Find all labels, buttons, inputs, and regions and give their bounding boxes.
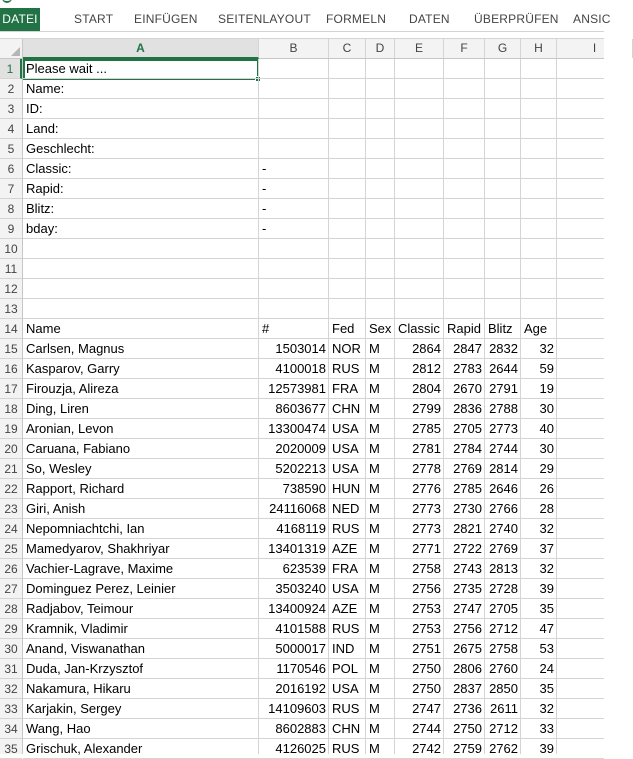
table-data-cell[interactable]: M: [369, 421, 380, 436]
table-data-cell[interactable]: 13300474: [268, 421, 326, 436]
table-data-cell[interactable]: 2750: [453, 721, 482, 736]
row-header[interactable]: 7: [0, 179, 22, 199]
table-data-cell[interactable]: 2016192: [275, 681, 326, 696]
table-data-cell[interactable]: 2804: [412, 381, 441, 396]
tab-einfuegen[interactable]: EINFÜGEN: [134, 12, 198, 26]
row-header[interactable]: 2: [0, 79, 22, 99]
table-data-cell[interactable]: 2769: [453, 461, 482, 476]
table-data-cell[interactable]: M: [369, 521, 380, 536]
table-data-cell[interactable]: 12573981: [268, 381, 326, 396]
table-data-cell[interactable]: M: [369, 561, 380, 576]
row-header[interactable]: 33: [0, 699, 22, 719]
table-data-cell[interactable]: 32: [539, 521, 554, 536]
table-data-cell[interactable]: POL: [332, 661, 359, 676]
table-data-cell[interactable]: 2762: [489, 741, 518, 756]
tab-formeln[interactable]: FORMELN: [326, 12, 387, 26]
table-data-cell[interactable]: M: [369, 361, 380, 376]
table-data-cell[interactable]: 53: [539, 641, 554, 656]
table-data-cell[interactable]: 39: [539, 581, 554, 596]
info-label-cell[interactable]: Name:: [26, 81, 65, 96]
table-data-cell[interactable]: 1503014: [275, 341, 326, 356]
column-header-g[interactable]: G: [485, 39, 521, 58]
table-data-cell[interactable]: 39: [539, 741, 554, 756]
table-data-cell[interactable]: RUS: [332, 741, 360, 756]
table-data-cell[interactable]: 2821: [453, 521, 482, 536]
table-data-cell[interactable]: 2020009: [275, 441, 326, 456]
table-data-cell[interactable]: 2756: [412, 581, 441, 596]
table-data-cell[interactable]: 24: [539, 661, 554, 676]
table-data-cell[interactable]: M: [369, 601, 380, 616]
column-header-d[interactable]: D: [366, 39, 395, 58]
table-data-cell[interactable]: 2813: [489, 561, 518, 576]
table-data-cell[interactable]: Aronian, Levon: [26, 421, 114, 436]
table-data-cell[interactable]: 2744: [489, 441, 518, 456]
row-header[interactable]: 4: [0, 119, 22, 139]
row-header[interactable]: 13: [0, 299, 22, 319]
row-header[interactable]: 27: [0, 579, 22, 599]
table-data-cell[interactable]: 2751: [412, 641, 441, 656]
table-data-cell[interactable]: 623539: [282, 561, 326, 576]
table-data-cell[interactable]: Kramnik, Vladimir: [26, 621, 128, 636]
table-data-cell[interactable]: 2850: [489, 681, 518, 696]
table-data-cell[interactable]: Mamedyarov, Shakhriyar: [26, 541, 170, 556]
table-data-cell[interactable]: 13400924: [268, 601, 326, 616]
table-data-cell[interactable]: 30: [539, 441, 554, 456]
table-data-cell[interactable]: 2646: [489, 481, 518, 496]
table-data-cell[interactable]: 2675: [453, 641, 482, 656]
row-header[interactable]: 14: [0, 319, 22, 339]
table-data-cell[interactable]: CHN: [332, 401, 361, 416]
table-header-cell[interactable]: Classic: [398, 321, 440, 336]
table-header-cell[interactable]: Blitz: [488, 321, 513, 336]
row-header[interactable]: 3: [0, 99, 22, 119]
table-data-cell[interactable]: 2766: [489, 501, 518, 516]
row-header[interactable]: 24: [0, 519, 22, 539]
table-data-cell[interactable]: NED: [332, 501, 360, 516]
table-data-cell[interactable]: 2712: [489, 621, 518, 636]
table-data-cell[interactable]: 33: [539, 721, 554, 736]
table-data-cell[interactable]: 2783: [453, 361, 482, 376]
table-data-cell[interactable]: 40: [539, 421, 554, 436]
row-header[interactable]: 8: [0, 199, 22, 219]
row-header[interactable]: 16: [0, 359, 22, 379]
select-all-corner[interactable]: [0, 39, 23, 58]
column-header-c[interactable]: C: [329, 39, 366, 58]
table-data-cell[interactable]: 2785: [412, 421, 441, 436]
table-data-cell[interactable]: 2753: [412, 601, 441, 616]
table-data-cell[interactable]: 2747: [412, 701, 441, 716]
table-data-cell[interactable]: 2837: [453, 681, 482, 696]
table-data-cell[interactable]: 2730: [453, 501, 482, 516]
table-data-cell[interactable]: Grischuk, Alexander: [26, 741, 143, 756]
table-data-cell[interactable]: 2744: [412, 721, 441, 736]
table-data-cell[interactable]: 738590: [282, 481, 326, 496]
table-data-cell[interactable]: 2799: [412, 401, 441, 416]
table-data-cell[interactable]: Kasparov, Garry: [26, 361, 120, 376]
table-data-cell[interactable]: So, Wesley: [26, 461, 92, 476]
table-header-cell[interactable]: Fed: [332, 321, 355, 336]
info-label-cell[interactable]: Blitz:: [26, 201, 55, 216]
table-data-cell[interactable]: 2740: [489, 521, 518, 536]
table-data-cell[interactable]: 2836: [453, 401, 482, 416]
table-data-cell[interactable]: USA: [332, 441, 359, 456]
table-data-cell[interactable]: 2753: [412, 621, 441, 636]
table-data-cell[interactable]: M: [369, 621, 380, 636]
worksheet-grid[interactable]: [23, 59, 604, 754]
table-data-cell[interactable]: Dominguez Perez, Leinier: [26, 581, 176, 596]
row-header[interactable]: 1: [0, 59, 22, 79]
table-data-cell[interactable]: 59: [539, 361, 554, 376]
table-header-cell[interactable]: #: [262, 321, 270, 336]
table-data-cell[interactable]: 2847: [453, 341, 482, 356]
table-data-cell[interactable]: 2736: [453, 701, 482, 716]
table-data-cell[interactable]: 2728: [489, 581, 518, 596]
row-header[interactable]: 12: [0, 279, 22, 299]
table-data-cell[interactable]: Firouzja, Alireza: [26, 381, 119, 396]
tab-ansicht[interactable]: ANSIC: [573, 12, 611, 26]
table-data-cell[interactable]: USA: [332, 581, 359, 596]
row-header-bar: [0, 59, 23, 754]
row-header[interactable]: 25: [0, 539, 22, 559]
row-header[interactable]: 21: [0, 459, 22, 479]
table-data-cell[interactable]: 2864: [412, 341, 441, 356]
table-data-cell[interactable]: 5000017: [275, 641, 326, 656]
table-data-cell[interactable]: 2773: [489, 421, 518, 436]
info-value-cell[interactable]: -: [262, 181, 267, 196]
table-data-cell[interactable]: 2760: [489, 661, 518, 676]
info-label-cell[interactable]: bday:: [26, 221, 58, 236]
row-header[interactable]: 32: [0, 679, 22, 699]
table-data-cell[interactable]: Giri, Anish: [26, 501, 86, 516]
row-header[interactable]: 10: [0, 239, 22, 259]
table-data-cell[interactable]: 24116068: [269, 501, 326, 516]
row-header[interactable]: 11: [0, 259, 22, 279]
table-data-cell[interactable]: M: [369, 481, 380, 496]
table-data-cell[interactable]: Rapport, Richard: [26, 481, 125, 496]
table-data-cell[interactable]: M: [369, 381, 380, 396]
row-header[interactable]: 5: [0, 139, 22, 159]
row-header[interactable]: 31: [0, 659, 22, 679]
column-header-h[interactable]: H: [521, 39, 557, 58]
table-data-cell[interactable]: CHN: [332, 721, 361, 736]
table-data-cell[interactable]: Radjabov, Teimour: [26, 601, 134, 616]
table-data-cell[interactable]: 2759: [453, 741, 482, 756]
table-data-cell[interactable]: 26: [539, 481, 554, 496]
column-header-b[interactable]: B: [259, 39, 329, 58]
table-data-cell[interactable]: Carlsen, Magnus: [26, 341, 125, 356]
table-data-cell[interactable]: M: [369, 461, 380, 476]
info-value-cell[interactable]: -: [262, 201, 267, 216]
table-data-cell[interactable]: 2750: [412, 661, 441, 676]
table-data-cell[interactable]: 2769: [489, 541, 518, 556]
table-data-cell[interactable]: USA: [332, 461, 359, 476]
table-data-cell[interactable]: 1170546: [276, 661, 326, 676]
table-header-cell[interactable]: Rapid: [447, 321, 481, 336]
table-data-cell[interactable]: Wang, Hao: [26, 721, 91, 736]
row-header[interactable]: 20: [0, 439, 22, 459]
table-data-cell[interactable]: M: [369, 341, 380, 356]
table-data-cell[interactable]: 2773: [412, 521, 441, 536]
formula-bar-edge: [0, 32, 604, 39]
table-data-cell[interactable]: 2758: [489, 641, 518, 656]
table-data-cell[interactable]: AZE: [332, 541, 358, 556]
tab-datei[interactable]: DATEI: [0, 8, 40, 31]
table-data-cell[interactable]: RUS: [332, 701, 360, 716]
table-data-cell[interactable]: 28: [539, 501, 554, 516]
title-strip: [0, 0, 604, 8]
table-data-cell[interactable]: 2742: [412, 741, 441, 756]
table-data-cell[interactable]: Vachier-Lagrave, Maxime: [26, 561, 174, 576]
table-data-cell[interactable]: 19: [539, 381, 554, 396]
table-data-cell[interactable]: 2758: [412, 561, 441, 576]
row-header[interactable]: 30: [0, 639, 22, 659]
table-data-cell[interactable]: 2773: [412, 501, 441, 516]
table-data-cell[interactable]: 2832: [489, 341, 518, 356]
column-header-f[interactable]: F: [444, 39, 485, 58]
column-header-i[interactable]: I: [557, 39, 633, 58]
info-label-cell[interactable]: Geschlecht:: [26, 141, 95, 156]
info-value-cell[interactable]: -: [262, 161, 267, 176]
tab-start[interactable]: START: [74, 12, 114, 26]
table-data-cell[interactable]: Nepomniachtchi, Ian: [26, 521, 145, 536]
table-data-cell[interactable]: 35: [539, 681, 554, 696]
row-header[interactable]: 19: [0, 419, 22, 439]
table-data-cell[interactable]: 2722: [453, 541, 482, 556]
row-header[interactable]: 15: [0, 339, 22, 359]
table-data-cell[interactable]: 2644: [489, 361, 518, 376]
table-data-cell[interactable]: AZE: [332, 601, 358, 616]
column-header-a[interactable]: A: [23, 39, 259, 59]
table-data-cell[interactable]: 14109603: [268, 701, 326, 716]
table-data-cell[interactable]: 2806: [453, 661, 482, 676]
table-data-cell[interactable]: FRA: [332, 561, 358, 576]
table-data-cell[interactable]: 2781: [412, 441, 441, 456]
table-data-cell[interactable]: 2791: [489, 381, 518, 396]
info-label-cell[interactable]: Classic:: [26, 161, 72, 176]
table-data-cell[interactable]: 2750: [412, 681, 441, 696]
tab-daten[interactable]: DATEN: [409, 12, 450, 26]
table-data-cell[interactable]: M: [369, 701, 380, 716]
table-data-cell[interactable]: RUS: [332, 521, 360, 536]
table-data-cell[interactable]: 2788: [489, 401, 518, 416]
table-data-cell[interactable]: 2785: [453, 481, 482, 496]
table-data-cell[interactable]: M: [369, 401, 380, 416]
table-data-cell[interactable]: M: [369, 541, 380, 556]
table-data-cell[interactable]: RUS: [332, 361, 360, 376]
status-cell[interactable]: Please wait ...: [26, 61, 107, 76]
tab-ueberpruefen[interactable]: ÜBERPRÜFEN: [474, 12, 559, 26]
table-data-cell[interactable]: 2812: [412, 361, 441, 376]
table-data-cell[interactable]: 2611: [490, 701, 518, 716]
table-data-cell[interactable]: M: [369, 441, 380, 456]
table-data-cell[interactable]: Anand, Viswanathan: [26, 641, 146, 656]
table-data-cell[interactable]: IND: [332, 641, 355, 656]
table-data-cell[interactable]: HUN: [332, 481, 361, 496]
table-data-cell[interactable]: 3503240: [275, 581, 326, 596]
table-data-cell[interactable]: M: [369, 741, 380, 756]
table-data-cell[interactable]: M: [369, 581, 380, 596]
table-data-cell[interactable]: FRA: [332, 381, 358, 396]
table-data-cell[interactable]: 8603677: [275, 401, 326, 416]
info-label-cell[interactable]: Rapid:: [26, 181, 64, 196]
table-data-cell[interactable]: M: [369, 681, 380, 696]
table-data-cell[interactable]: 2712: [489, 721, 518, 736]
table-data-cell[interactable]: 13401319: [268, 541, 326, 556]
app-icon: [2, 0, 12, 3]
table-data-cell[interactable]: 4168119: [276, 521, 326, 536]
row-header[interactable]: 22: [0, 479, 22, 499]
table-data-cell[interactable]: M: [369, 721, 380, 736]
table-data-cell[interactable]: 2776: [412, 481, 441, 496]
column-header-bar: [0, 39, 604, 59]
row-header[interactable]: 6: [0, 159, 22, 179]
table-data-cell[interactable]: 2756: [453, 621, 482, 636]
table-data-cell[interactable]: 2784: [453, 441, 482, 456]
table-data-cell[interactable]: 29: [539, 461, 554, 476]
table-data-cell[interactable]: 2743: [453, 561, 482, 576]
gridline-horizontal: [23, 278, 604, 279]
table-header-cell[interactable]: Name: [26, 321, 61, 336]
table-data-cell[interactable]: 2814: [489, 461, 518, 476]
tab-seitenlayout[interactable]: SEITENLAYOUT: [218, 12, 311, 26]
table-header-cell[interactable]: Sex: [369, 321, 392, 336]
row-header[interactable]: 9: [0, 219, 22, 239]
table-data-cell[interactable]: NOR: [332, 341, 361, 356]
table-data-cell[interactable]: 35: [539, 601, 554, 616]
table-data-cell[interactable]: Karjakin, Sergey: [26, 701, 122, 716]
column-header-e[interactable]: E: [395, 39, 444, 58]
table-header-cell[interactable]: Age: [524, 321, 548, 336]
table-data-cell[interactable]: Nakamura, Hikaru: [26, 681, 131, 696]
table-data-cell[interactable]: Duda, Jan-Krzysztof: [26, 661, 144, 676]
row-header[interactable]: 18: [0, 399, 22, 419]
table-data-cell[interactable]: 32: [539, 341, 554, 356]
table-data-cell[interactable]: 37: [539, 541, 554, 556]
info-label-cell[interactable]: Land:: [26, 121, 59, 136]
table-data-cell[interactable]: Caruana, Fabiano: [26, 441, 131, 456]
table-data-cell[interactable]: 2747: [453, 601, 482, 616]
table-data-cell[interactable]: 2705: [489, 601, 518, 616]
table-data-cell[interactable]: 47: [539, 621, 554, 636]
table-data-cell[interactable]: 30: [539, 401, 554, 416]
table-data-cell[interactable]: USA: [332, 421, 359, 436]
table-data-cell[interactable]: 2778: [412, 461, 441, 476]
table-data-cell[interactable]: M: [369, 661, 380, 676]
table-data-cell[interactable]: 32: [539, 561, 554, 576]
table-data-cell[interactable]: 2771: [412, 541, 441, 556]
gridline-horizontal: [23, 258, 604, 259]
row-header[interactable]: 17: [0, 379, 22, 399]
row-header[interactable]: 29: [0, 619, 22, 639]
table-data-cell[interactable]: 32: [539, 701, 554, 716]
table-data-cell[interactable]: 4100018: [275, 361, 326, 376]
table-data-cell[interactable]: 5202213: [275, 461, 326, 476]
row-header[interactable]: 23: [0, 499, 22, 519]
table-data-cell[interactable]: 2735: [453, 581, 482, 596]
info-value-cell[interactable]: -: [262, 221, 267, 236]
table-data-cell[interactable]: 2670: [453, 381, 482, 396]
table-data-cell[interactable]: M: [369, 501, 380, 516]
gridline-horizontal: [23, 298, 604, 299]
row-header[interactable]: 34: [0, 719, 22, 739]
table-data-cell[interactable]: RUS: [332, 621, 360, 636]
table-data-cell[interactable]: Ding, Liren: [26, 401, 89, 416]
table-data-cell[interactable]: 2705: [453, 421, 482, 436]
info-label-cell[interactable]: ID:: [26, 101, 43, 116]
table-data-cell[interactable]: USA: [332, 681, 359, 696]
select-all-icon: [11, 47, 20, 56]
row-header[interactable]: 26: [0, 559, 22, 579]
table-data-cell[interactable]: 8602883: [275, 721, 326, 736]
row-header[interactable]: 35: [0, 739, 22, 759]
table-data-cell[interactable]: M: [369, 641, 380, 656]
table-data-cell[interactable]: 4126025: [275, 741, 326, 756]
ribbon-tabs: [0, 8, 611, 32]
row-header[interactable]: 28: [0, 599, 22, 619]
table-data-cell[interactable]: 4101588: [275, 621, 326, 636]
